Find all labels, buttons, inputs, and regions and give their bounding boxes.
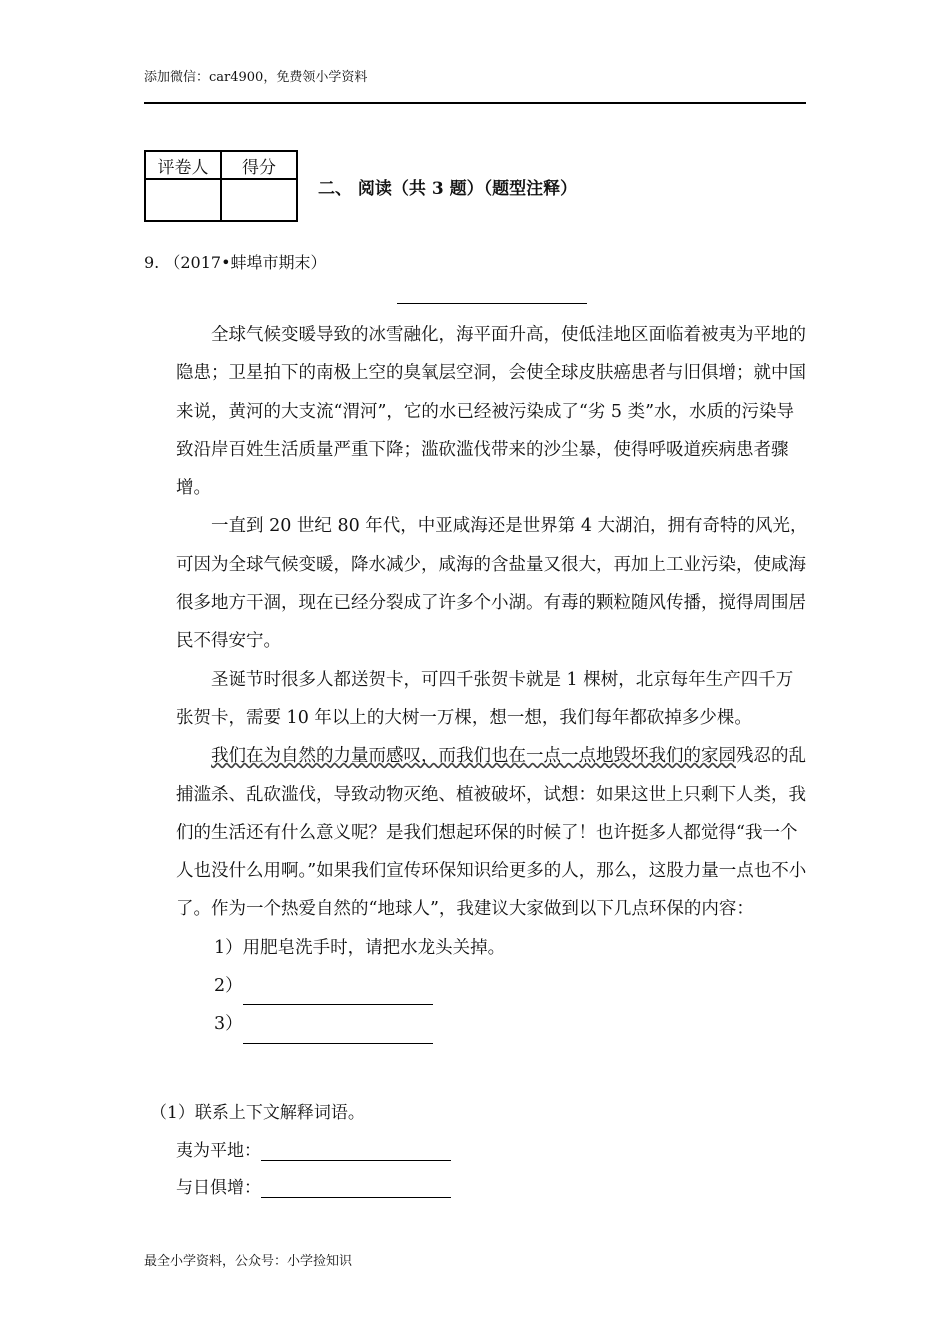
score-header: 得分 [221,151,297,179]
vocab-term-1: 夷为平地： [176,1141,261,1161]
paragraph-4 [176,737,808,928]
header-divider [144,102,806,104]
answer-blank-2[interactable] [243,982,433,1005]
answer-blank-3[interactable] [243,1021,433,1044]
paragraph-3: 圣诞节时很多人都送贺卡，可四千张贺卡就是 1 棵树，北京每年生产四千万张贺卡，需要 10 年以上的大树一万棵，想一想，我们每年都砍掉多少棵。 [176,669,794,728]
grader-cell [145,179,221,221]
vocab-term-2: 与日俱增： [176,1178,261,1198]
vocab-item-1 [176,1136,451,1161]
section-title: 二、 阅读（共 3 题）（题型注释） [318,179,578,199]
question-label: 9. （2017•蚌埠市期末） [144,253,327,272]
paragraph-1: 全球气候变暖导致的冰雪融化，海平面升高，使低洼地区面临着被夷为平地的隐患；卫星拍下的南极上空的臭氧层空洞，会使全球皮肤癌患者与旧俱增；就中国来说，黄河的大支流“渭河”，它的水已经被污染成了“劣 5 类”水，水质的污染导致沿岸百姓生活质量严重下降；滥砍滥伐带来的沙尘暴，使得呼吸道疾病患者骤增。 [176,325,806,499]
title-blank [397,303,587,304]
list-item-3-label: 3） [214,1014,243,1035]
footer-note: 最全小学资料，公众号：小学捡知识 [144,1254,353,1269]
paragraph-2: 一直到 20 世纪 80 年代，中亚咸海还是世界第 4 大湖泊，拥有奇特的风光，可因为全球气候变暖，降水减少，咸海的含盐量又很大，再加上工业污染，使咸海很多地方干涸，现在已经分裂成了许多个小湖。有毒的颗粒随风传播，搅得周围居民不得安宁。 [176,516,808,652]
list-item-1: 1）用肥皂洗手时，请把水龙头关掉。 [214,937,506,958]
paragraph-4-rest: 残忍的乱捕滥杀、乱砍滥伐，导致动物灭绝、植被破坏，试想：如果这世上只剩下人类，我们的生活还有什么意义呢？是我们想起环保的时候了！也许挺多人都觉得“我一个人也没什么用啊。”如果我们宣传环保知识给更多的人，那么，这股力量一点也不小了。作为一个热爱自然的“地球人”，我建议大家做到以下几点环保的内容： [176,746,807,920]
score-cell [221,179,297,221]
vocab-blank-2[interactable] [261,1175,451,1198]
score-table [144,150,298,222]
vocab-item-2 [176,1173,451,1198]
wavy-underlined-sentence: 我们在为自然的力量而感叹，而我们也在一点一点地毁坏我们的家园 [211,746,736,767]
list-item-2-label: 2） [214,976,243,997]
vocab-blank-1[interactable] [261,1138,451,1161]
list-item-3 [176,1005,808,1043]
reading-passage [176,316,808,1044]
sub-question-prompt: （1）联系上下文解释词语。 [150,1103,365,1123]
list-item-2 [176,967,808,1005]
header-note: 添加微信：car4900，免费领小学资料 [144,70,368,85]
grader-header: 评卷人 [145,151,221,179]
